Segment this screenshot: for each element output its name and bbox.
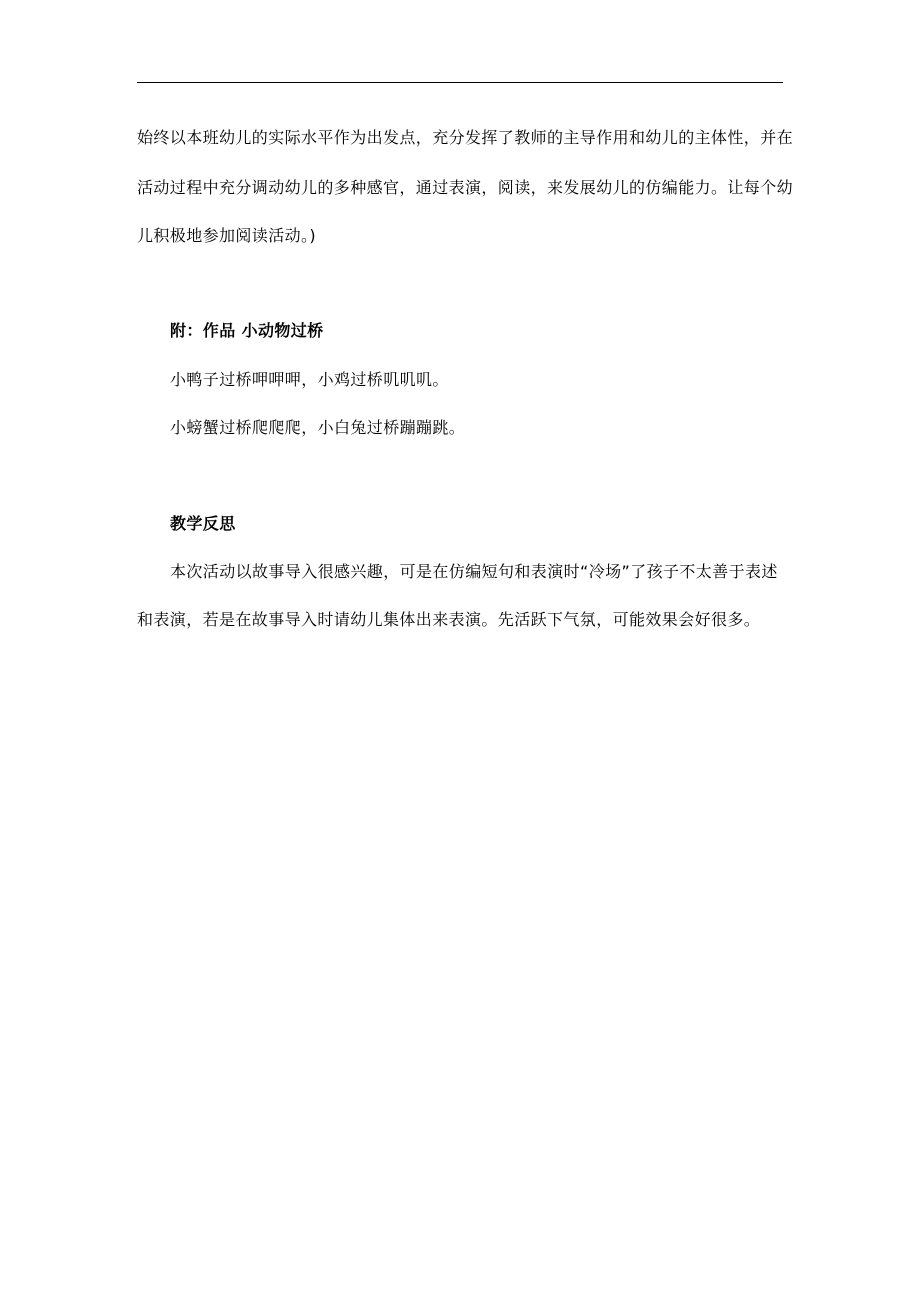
appendix-heading: 附：作品 小动物过桥 (170, 321, 324, 340)
reflection-line: 和表演，若是在故事导入时请幼儿集体出来表演。先活跃下气氛，可能效果会好很多。 (137, 610, 761, 629)
paragraph-line: 始终以本班幼儿的实际水平作为出发点，充分发挥了教师的主导作用和幼儿的主体性，并在 (137, 128, 794, 147)
reflection-line: 本次活动以故事导入很感兴趣，可是在仿编短句和表演时“冷场”了孩子不太善于表述 (170, 562, 778, 581)
header-rule (137, 82, 783, 83)
poem-line: 小螃蟹过桥爬爬爬，小白兔过桥蹦蹦跳。 (170, 418, 466, 437)
reflection-heading: 教学反思 (170, 514, 236, 533)
paragraph-line: 儿积极地参加阅读活动。) (137, 226, 317, 245)
paragraph-line: 活动过程中充分调动幼儿的多种感官，通过表演，阅读，来发展幼儿的仿编能力。让每个幼 (137, 178, 794, 197)
poem-line: 小鸭子过桥呷呷呷，小鸡过桥叽叽叽。 (170, 370, 449, 389)
